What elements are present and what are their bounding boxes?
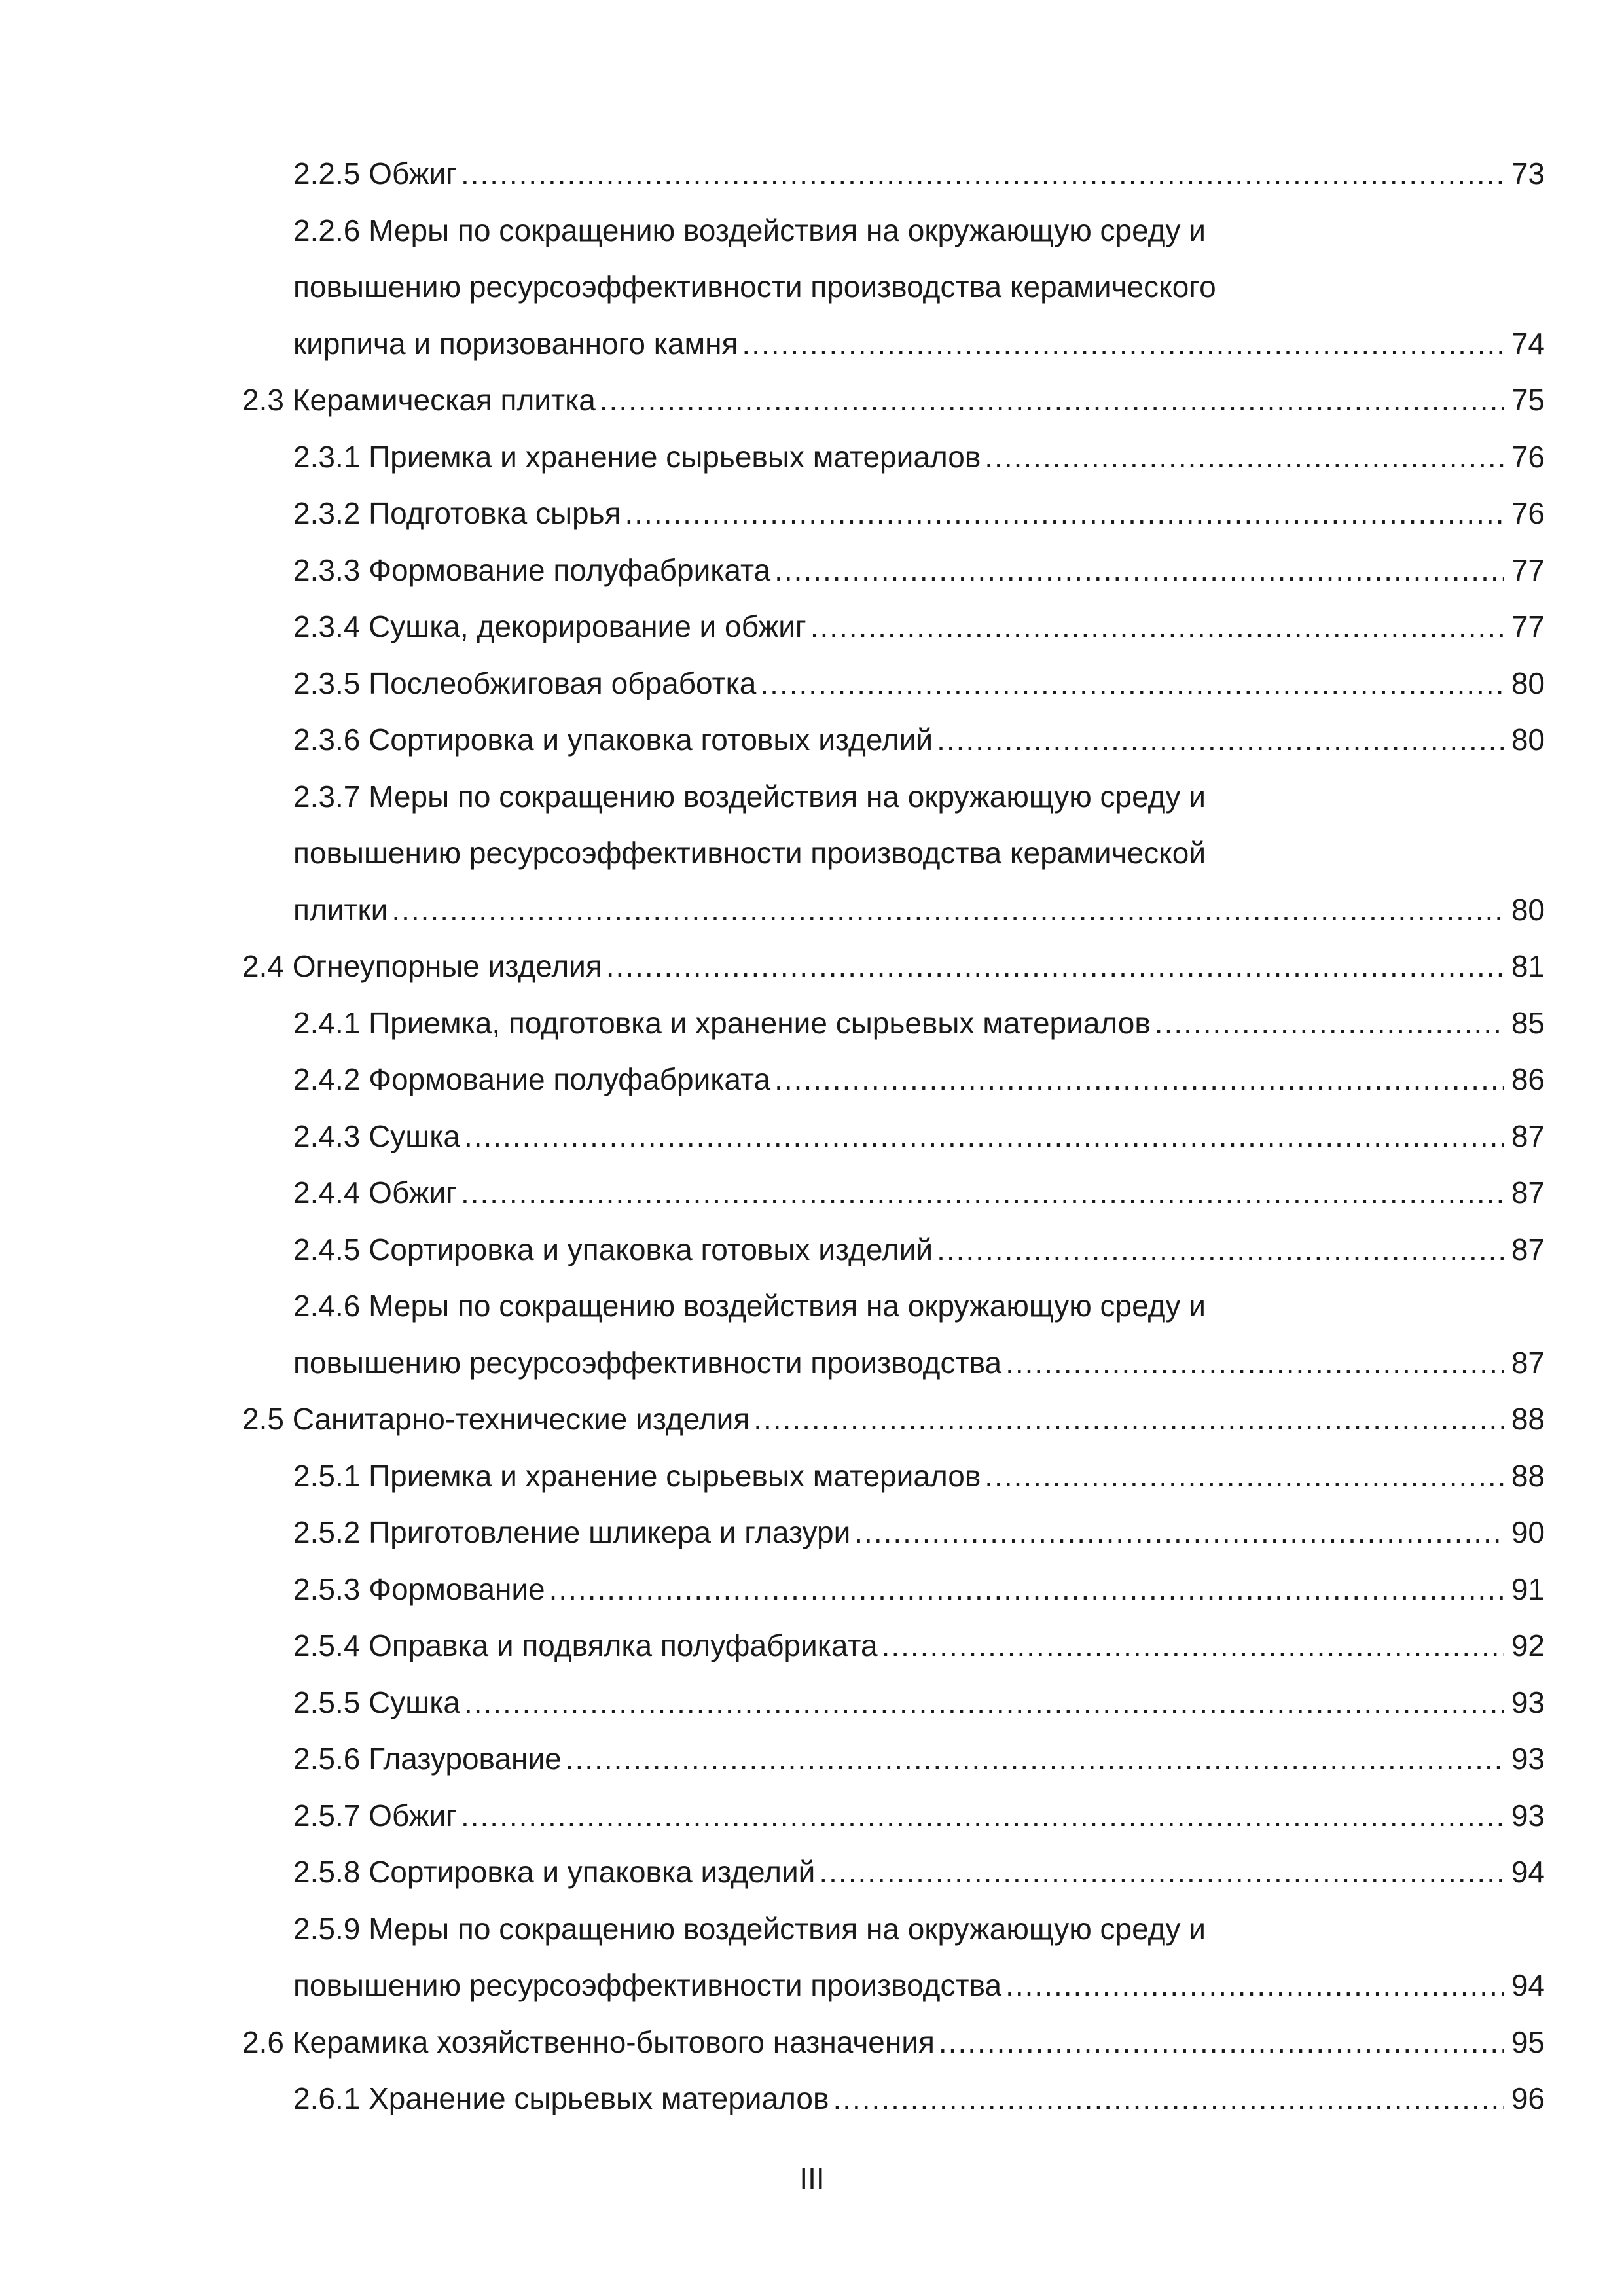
toc-entry[interactable] [242,1731,1545,1787]
dot-leader [391,882,1504,939]
toc-entry-line [293,315,1545,372]
toc-page-number: 95 [1511,2024,1545,2059]
toc-page-number: 87 [1511,1119,1545,1153]
toc-entry-title-line: повышению ресурсоэффективности производства керамического [293,270,1216,304]
toc-entry-title: 2.2.5 Обжиг [293,156,457,190]
toc-entry[interactable] [242,429,1545,486]
toc-entry[interactable] [242,2014,1545,2071]
toc-entry-line [293,1561,1545,1618]
toc-page-number: 77 [1511,609,1545,643]
toc-page-number: 94 [1511,1968,1545,2002]
toc-entry[interactable] [242,1674,1545,1731]
dot-leader [760,655,1504,712]
toc-entry-title: 2.3.1 Приемка и хранение сырьевых материалов [293,439,981,474]
toc-entry-line [293,1504,1545,1561]
toc-entry[interactable] [242,938,1545,995]
toc-entry-title: 2.5.2 Приготовление шликера и глазури [293,1515,851,1549]
toc-entry[interactable] [242,485,1545,542]
toc-entry-line [293,1787,1545,1844]
toc-entry-line [242,938,1545,995]
toc-entry-line [293,1674,1545,1731]
toc-entry-title: плитки [293,892,388,927]
toc-entry-title: повышению ресурсоэффективности производства [293,1345,1002,1380]
toc-page-number: 81 [1511,949,1545,983]
toc-page-number: 76 [1511,496,1545,530]
dot-leader [549,1561,1504,1618]
toc-entry[interactable] [242,1787,1545,1844]
toc-entry-title: 2.4.4 Обжиг [293,1175,457,1210]
toc-entry[interactable] [242,1391,1545,1448]
toc-entry-title: 2.6.1 Хранение сырьевых материалов [293,2081,829,2115]
toc-page-number: 87 [1511,1232,1545,1266]
toc-page-number: 94 [1511,1855,1545,1889]
toc-entry[interactable] [242,1561,1545,1618]
toc-entry-title: 2.4.1 Приемка, подготовка и хранение сырьевых материалов [293,1005,1151,1040]
toc-entry[interactable] [242,1108,1545,1165]
toc-entry[interactable] [242,768,1545,939]
toc-entry[interactable] [242,1504,1545,1561]
toc-page-number: 93 [1511,1798,1545,1833]
toc-page-number: 80 [1511,892,1545,927]
toc-entry-title: 2.3.5 Послеобжиговая обработка [293,666,757,700]
toc-entry-title: 2.3.6 Сортировка и упаковка готовых изделий [293,723,933,757]
dot-leader [464,1108,1504,1165]
toc-page-number: 86 [1511,1062,1545,1096]
dot-leader [854,1504,1504,1561]
toc-page-number: 87 [1511,1175,1545,1210]
toc-entry-title: 2.4 Огнеупорные изделия [242,949,602,983]
toc-entry[interactable] [242,655,1545,712]
dot-leader [566,1731,1504,1787]
dot-leader [882,1617,1504,1674]
toc-entry-line [293,655,1545,712]
toc-page-number: 96 [1511,2081,1545,2115]
toc-entry-line [293,882,1545,939]
toc-entry-title: 2.5.4 Оправка и подвялка полуфабриката [293,1628,878,1662]
toc-entry[interactable] [242,1617,1545,1674]
toc-page-number: 92 [1511,1628,1545,1662]
toc-page-number: 93 [1511,1742,1545,1776]
toc-entry-line [293,1617,1545,1674]
toc-page-number: 93 [1511,1685,1545,1719]
table-of-contents [242,145,1545,2127]
toc-page-number: 77 [1511,552,1545,587]
dot-leader [833,2070,1504,2127]
toc-page-number: 76 [1511,439,1545,474]
dot-leader [984,429,1504,486]
toc-entry-title: 2.4.3 Сушка [293,1119,460,1153]
toc-entry-title: 2.5.6 Глазурование [293,1742,562,1776]
toc-entry-line [293,542,1545,599]
toc-entry-line [293,1448,1545,1505]
toc-entry-title: 2.5.5 Сушка [293,1685,460,1719]
toc-entry-line [293,1957,1545,2014]
toc-entry[interactable] [242,1051,1545,1108]
toc-page-number: 85 [1511,1005,1545,1040]
toc-entry[interactable] [242,995,1545,1052]
toc-entry-title: 2.6 Керамика хозяйственно-бытового назначения [242,2024,935,2059]
toc-entry-title-line: 2.5.9 Меры по сокращению воздействия на окружающую среду и [293,1911,1206,1946]
toc-entry-line [242,2014,1545,2071]
dot-leader [810,598,1504,655]
toc-entry-line [293,995,1545,1052]
dot-leader [774,542,1504,599]
toc-entry[interactable] [242,1221,1545,1278]
dot-leader [625,485,1505,542]
dot-leader [1155,995,1504,1052]
toc-entry-line [242,1391,1545,1448]
dot-leader [606,938,1504,995]
toc-page-number: 88 [1511,1402,1545,1436]
toc-entry-line [293,1108,1545,1165]
toc-entry-line [293,1335,1545,1391]
dot-leader [984,1448,1504,1505]
toc-entry-title: 2.5.1 Приемка и хранение сырьевых материалов [293,1458,981,1493]
toc-entry-title-line: повышению ресурсоэффективности производства керамической [293,836,1206,870]
dot-leader [600,372,1504,429]
toc-entry[interactable] [242,711,1545,768]
dot-leader [937,1221,1504,1278]
dot-leader [742,315,1504,372]
toc-entry-line [293,598,1545,655]
toc-entry-line [293,1731,1545,1787]
toc-entry-title: 2.3.2 Подготовка сырья [293,496,621,530]
toc-entry-title: 2.5.8 Сортировка и упаковка изделий [293,1855,816,1889]
toc-entry-title: повышению ресурсоэффективности производства [293,1968,1002,2002]
toc-entry[interactable] [242,542,1545,599]
toc-page-number: 73 [1511,156,1545,190]
toc-entry-title: 2.3.4 Сушка, декорирование и обжиг [293,609,806,643]
toc-entry-line [293,2070,1545,2127]
toc-entry-line [293,711,1545,768]
toc-entry-line [293,485,1545,542]
dot-leader [461,1787,1504,1844]
page-number: III [799,2161,825,2195]
dot-leader [819,1844,1504,1901]
toc-entry-title: 2.5.3 Формование [293,1571,545,1606]
toc-entry-title: 2.3 Керамическая плитка [242,383,596,417]
toc-entry-title: 2.5 Санитарно-технические изделия [242,1402,750,1436]
toc-entry[interactable] [242,202,1545,372]
toc-entry[interactable] [242,598,1545,655]
toc-entry[interactable] [242,372,1545,429]
dot-leader [1005,1335,1504,1391]
toc-entry[interactable] [242,145,1545,202]
toc-entry-title-line: 2.3.7 Меры по сокращению воздействия на окружающую среду и [293,779,1206,814]
toc-page-number: 87 [1511,1345,1545,1380]
toc-entry-line [293,1844,1545,1901]
toc-entry-title: 2.3.3 Формование полуфабриката [293,552,771,587]
toc-entry-title: 2.4.5 Сортировка и упаковка готовых изделий [293,1232,933,1266]
toc-page-number: 88 [1511,1458,1545,1493]
toc-page-number: 91 [1511,1571,1545,1606]
dot-leader [939,2014,1504,2071]
toc-page-number: 74 [1511,326,1545,361]
dot-leader [774,1051,1504,1108]
toc-page-number: 90 [1511,1515,1545,1549]
toc-page-number: 80 [1511,666,1545,700]
toc-entry[interactable] [242,1901,1545,2014]
toc-entry-title-line: 2.2.6 Меры по сокращению воздействия на окружающую среду и [293,213,1206,247]
toc-entry[interactable] [242,2070,1545,2127]
toc-entry[interactable] [242,1844,1545,1901]
dot-leader [461,1164,1504,1221]
toc-entry-line [242,372,1545,429]
dot-leader [464,1674,1504,1731]
toc-entry-line [293,429,1545,486]
toc-entry[interactable] [242,1448,1545,1505]
toc-entry-title-line: 2.4.6 Меры по сокращению воздействия на окружающую среду и [293,1289,1206,1323]
dot-leader [461,145,1504,202]
toc-entry[interactable] [242,1278,1545,1391]
dot-leader [937,711,1504,768]
toc-entry-title: кирпича и поризованного камня [293,326,738,361]
toc-entry-line [293,1164,1545,1221]
toc-entry-title: 2.4.2 Формование полуфабриката [293,1062,771,1096]
toc-page-number: 80 [1511,723,1545,757]
toc-entry-title: 2.5.7 Обжиг [293,1798,457,1833]
toc-entry-line [293,1051,1545,1108]
dot-leader [1005,1957,1504,2014]
toc-entry-line [293,145,1545,202]
toc-page-number: 75 [1511,383,1545,417]
toc-entry[interactable] [242,1164,1545,1221]
toc-entry-line [293,1221,1545,1278]
dot-leader [753,1391,1504,1448]
